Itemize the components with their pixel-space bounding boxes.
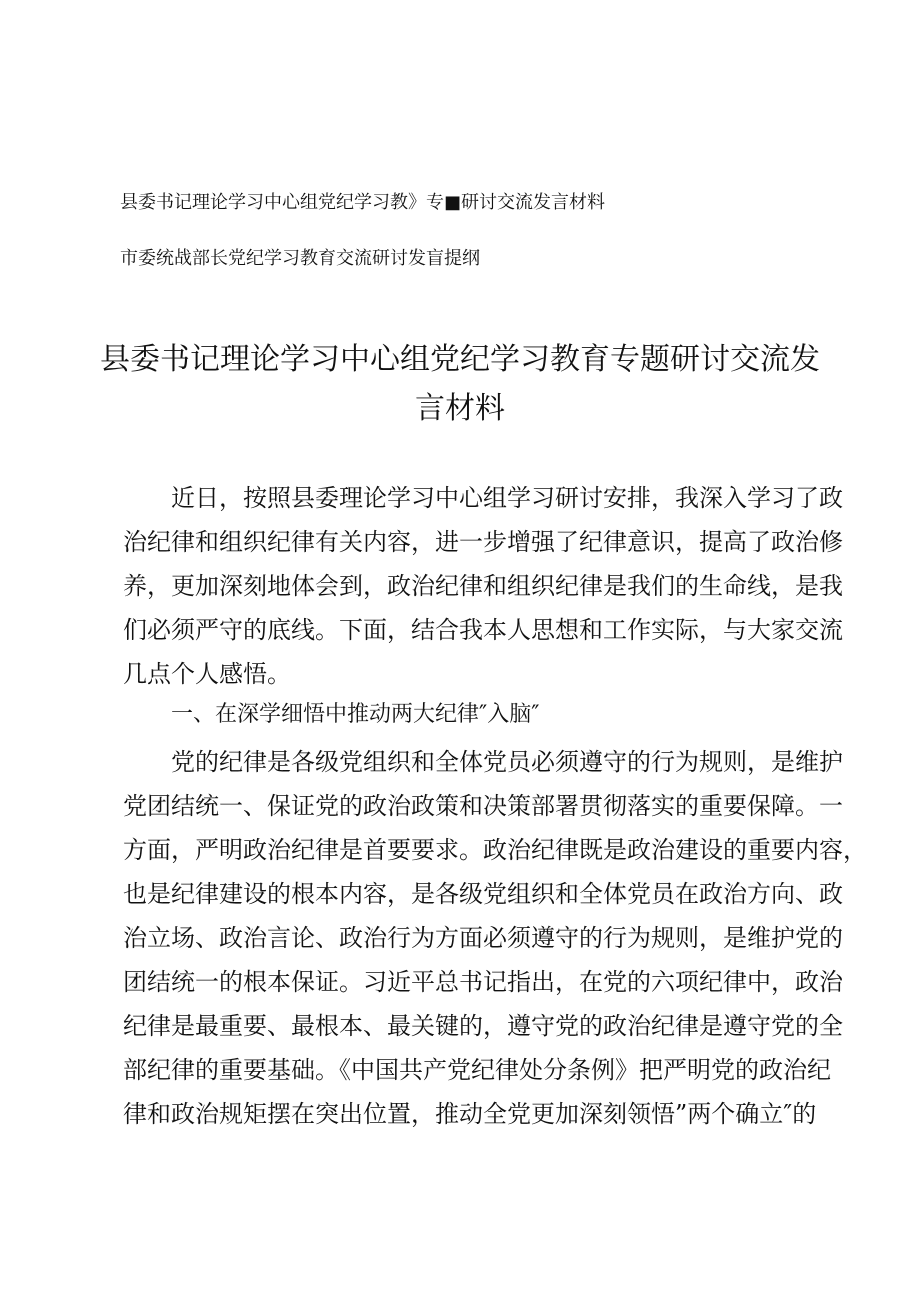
- toc-line-1: 县委书记理论学习中心组党纪学习教》专■研讨交流发言材料: [120, 192, 606, 213]
- document-title-line-1: 县委书记理论学习中心组党纪学习教育专题研讨交流发: [100, 342, 820, 377]
- body-line-15: 律和政治规矩摆在突出位置，推动全党更加深刻领悟”两个确立″的: [123, 1100, 817, 1128]
- toc-line-2: 市委统战部长党纪学习教育交流研讨发盲提纲: [120, 248, 480, 269]
- body-line-1: 近日，按照县委理论学习中心组学习研讨安排，我深入学习了政: [171, 484, 843, 512]
- body-line-2: 治纪律和组织纪律有关内容，进一步增强了纪律意识，提高了政治修: [123, 528, 843, 556]
- document-title-line-2: 言材料: [415, 391, 505, 426]
- body-line-11: 治立场、政治言论、政治行为方面必须遵守的行为规则，是维护党的: [123, 924, 843, 952]
- body-line-13: 纪律是最重要、最根本、最关键的，遵守党的政治纪律是遵守党的全: [123, 1012, 843, 1040]
- body-line-8: 党团结统一、保证党的政治政策和决策部署贯彻落实的重要保障。一: [123, 792, 843, 820]
- body-line-5: 几点个人感悟。: [123, 660, 291, 688]
- body-line-14: 部纪律的重要基础。《中国共产党纪律处分条例》把严明党的政治纪: [123, 1056, 831, 1084]
- section-heading-1: 一、在深学细悟中推动两大纪律″入脑″: [171, 702, 540, 727]
- body-line-4: 们必须严守的底线。下面，结合我本人思想和工作实际，与大家交流: [123, 616, 843, 644]
- body-line-12: 团结统一的根本保证。习近平总书记指出，在党的六项纪律中，政治: [123, 968, 843, 996]
- body-line-3: 养，更加深刻地体会到，政治纪律和组织纪律是我们的生命线，是我: [123, 572, 843, 600]
- body-line-9: 方面，严明政治纪律是首要要求。政治纪律既是政治建设的重要内容，: [123, 836, 867, 864]
- body-line-7: 党的纪律是各级党组织和全体党员必须遵守的行为规则，是维护: [171, 748, 843, 776]
- body-line-10: 也是纪律建设的根本内容，是各级党组织和全体党员在政治方向、政: [123, 880, 843, 908]
